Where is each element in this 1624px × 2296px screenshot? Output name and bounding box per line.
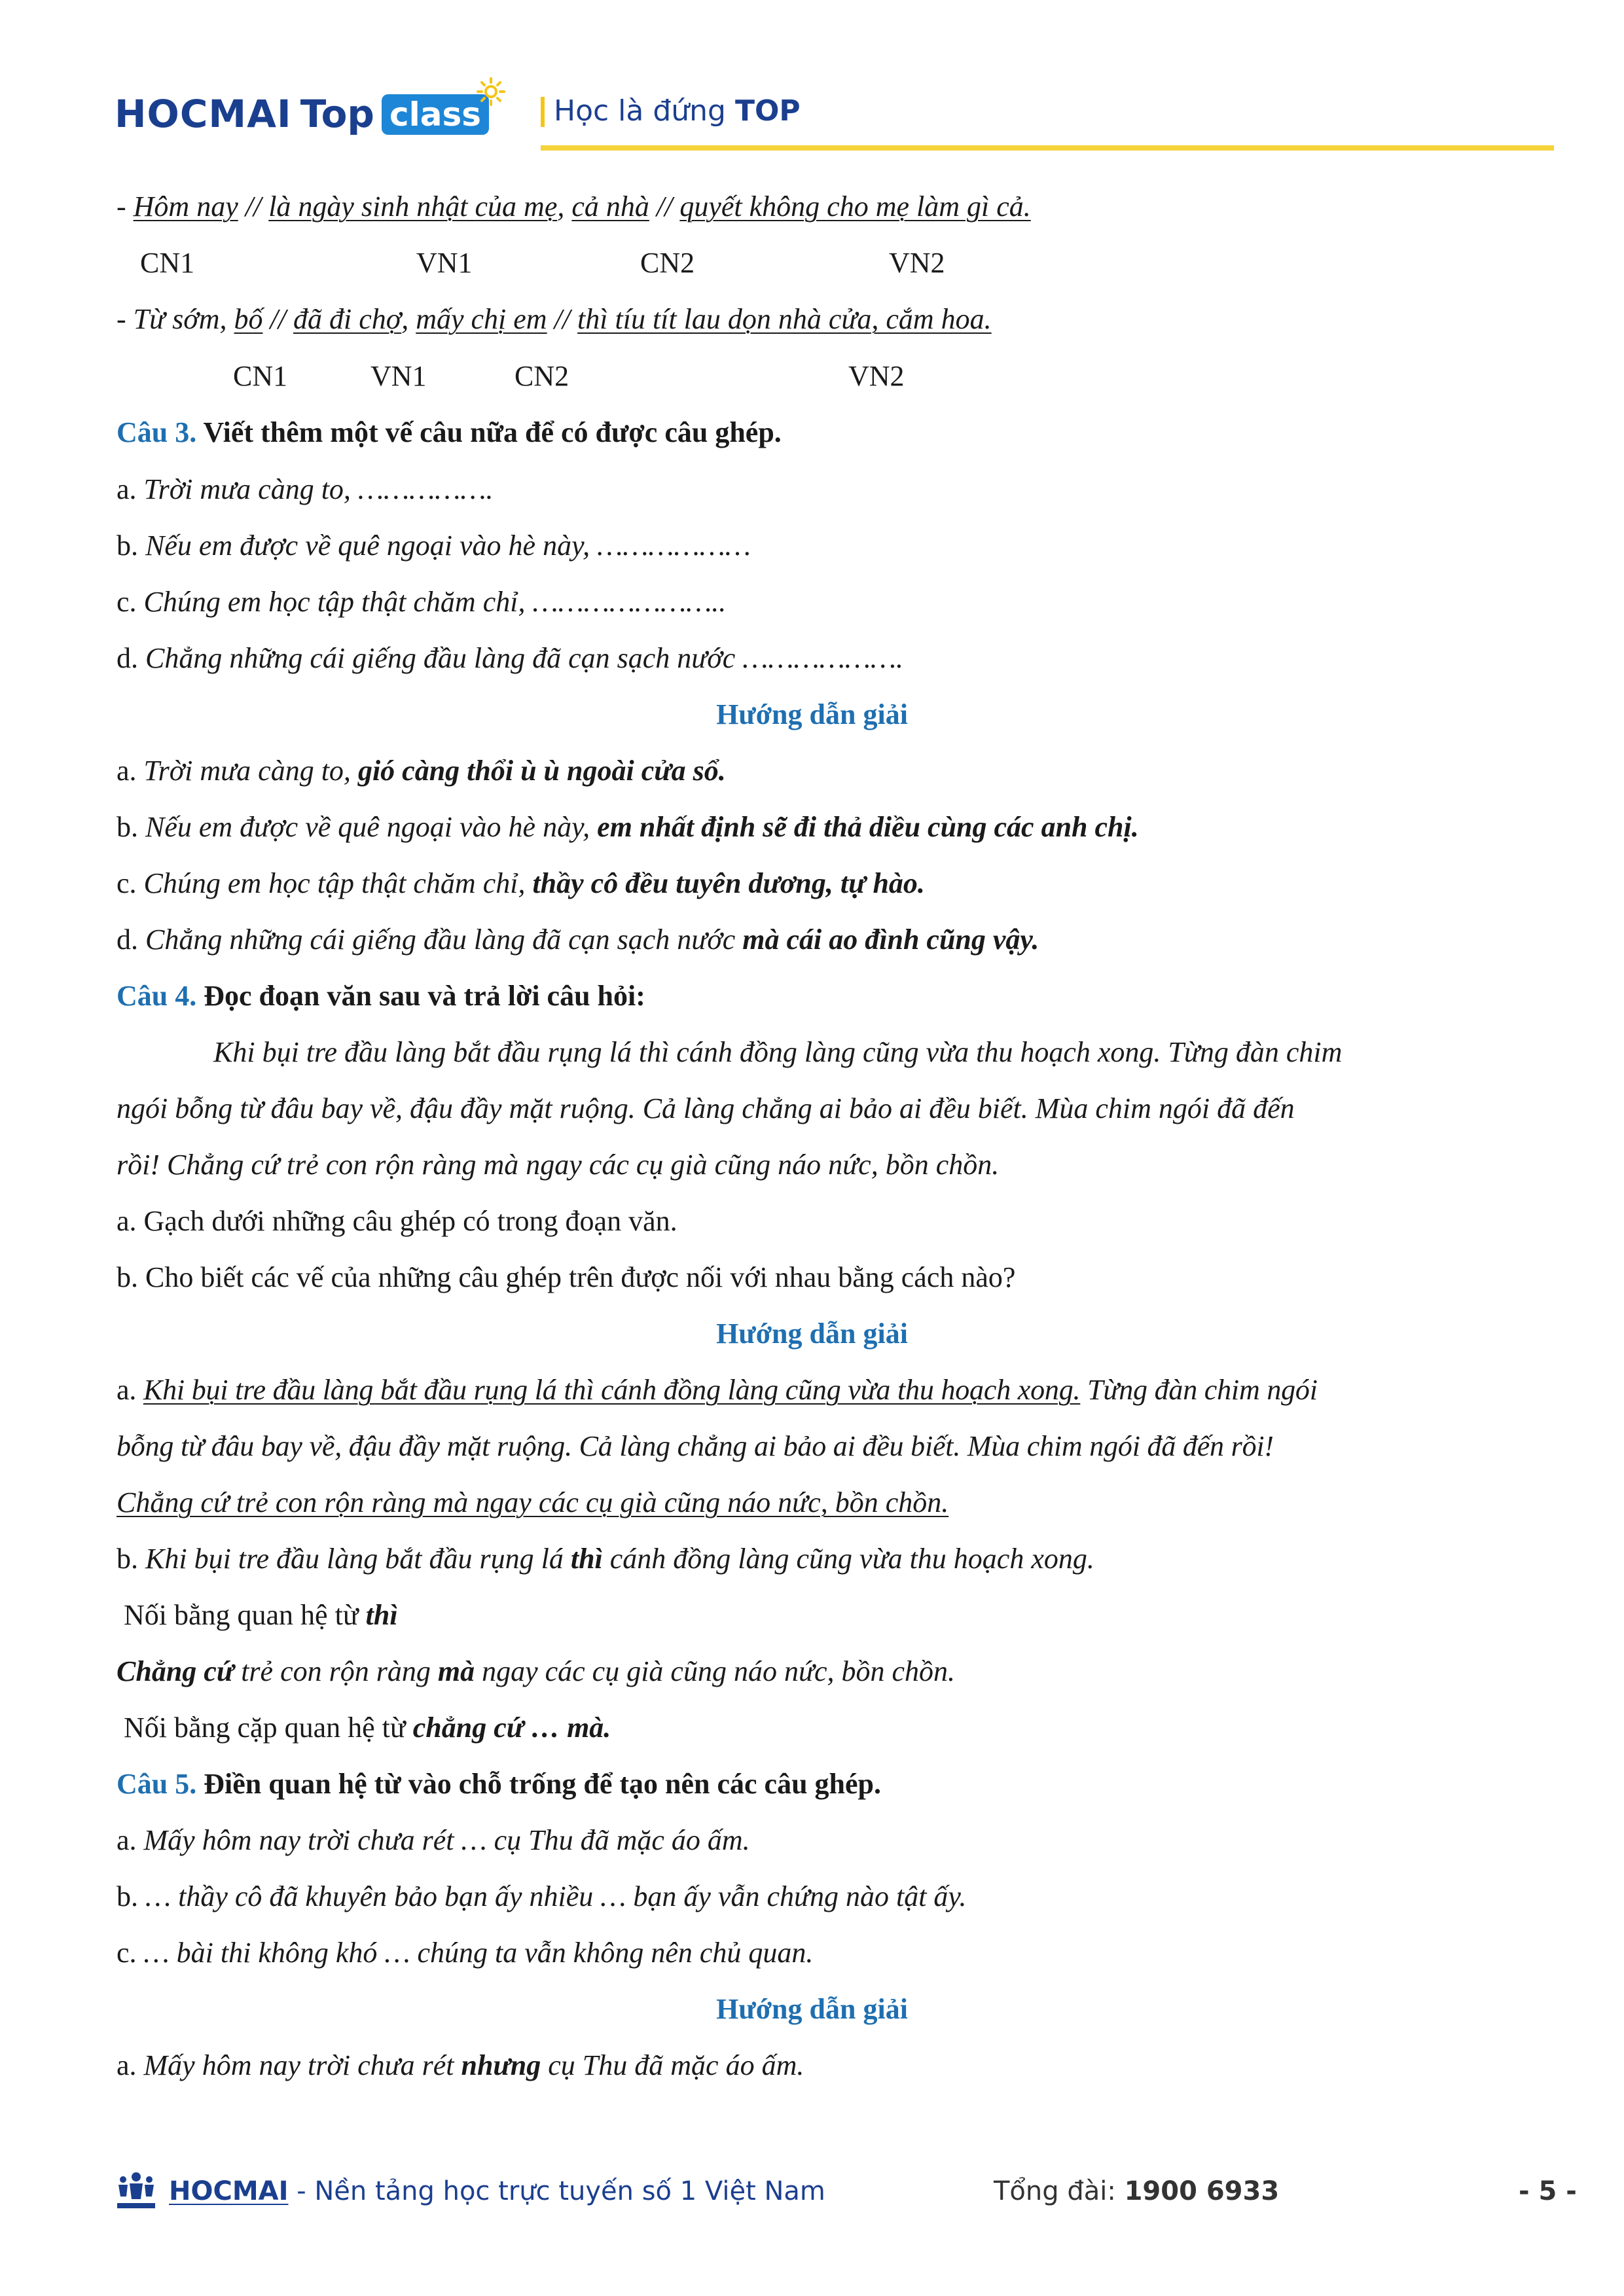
q4-question-a	[117, 1202, 677, 1241]
q4-answer-b-line-1	[117, 1539, 1094, 1579]
q3-answer-b	[117, 808, 1139, 847]
compound-sentence-2: Chẳng cứ trẻ con rộn ràng mà ngay các cụ già cũng náo nức, bồn chồn.	[117, 1486, 949, 1518]
letter: b.	[117, 1543, 145, 1575]
q5-answer-a	[117, 2046, 804, 2085]
letter: d.	[117, 924, 145, 956]
tagline-top: TOP	[734, 94, 801, 128]
note-text: Nối bằng quan hệ từ	[117, 1599, 366, 1631]
compound-sentence-1: Khi bụi tre đầu làng bắt đầu rụng lá thì cánh đồng làng cũng vừa thu hoạch xong.	[143, 1374, 1081, 1406]
letter: a.	[117, 473, 144, 505]
dash: -	[117, 190, 134, 223]
logo-top: Top	[300, 92, 374, 136]
letter: c.	[117, 1937, 144, 1969]
question-text: Cho biết các vế của những câu ghép trên được nối với nhau bằng cách nào?	[145, 1261, 1016, 1293]
connector: mà	[437, 1655, 475, 1687]
tagline-bar	[541, 97, 545, 127]
label-vn2: VN2	[848, 360, 905, 392]
connector: nhưng	[461, 2049, 541, 2081]
item-text: … bài thi không khó … chúng ta vẫn không nên chủ quan.	[143, 1937, 814, 1969]
answer-text: Chẳng những cái giếng đầu làng đã cạn sạch nước	[145, 924, 743, 956]
comma: ,	[557, 190, 572, 223]
letter: a.	[117, 1205, 144, 1237]
header-divider	[541, 145, 1554, 151]
note-text: Nối bằng cặp quan hệ từ	[117, 1712, 413, 1744]
intro-sentence-1	[117, 187, 1031, 226]
separator: //	[547, 303, 578, 335]
answer-text: cụ Thu đã mặc áo ấm.	[541, 2049, 804, 2081]
q3-title: Viết thêm một vế câu nữa để có được câu ghép.	[196, 416, 782, 448]
item-text: Chúng em học tập thật chăm chỉ, …………………..	[143, 586, 727, 618]
answer-text: Trời mưa càng to,	[143, 755, 358, 787]
q5-item-c	[117, 1933, 813, 1973]
label-vn1: VN1	[416, 247, 473, 279]
label-vn1: VN1	[370, 360, 427, 392]
letter: a.	[117, 755, 144, 787]
label-cn2: CN2	[640, 247, 695, 279]
answer-bold: thầy cô đều tuyên dương, tự hào.	[532, 867, 925, 899]
footer-slogan: - Nền tảng học trực tuyến số 1 Việt Nam	[288, 2176, 825, 2206]
letter: b.	[117, 529, 145, 562]
footer-hotline	[994, 2173, 1279, 2210]
q3-heading	[117, 413, 782, 452]
answer-text: Từng đàn chim ngói	[1080, 1374, 1318, 1406]
subject-2: cả nhà	[571, 190, 649, 223]
q3-answer-c	[117, 864, 925, 903]
item-text: … thầy cô đã khuyên bảo bạn ấy nhiều … bạn ấy vẫn chứng nào tật ấy.	[145, 1880, 967, 1912]
separator: //	[238, 190, 269, 223]
q3-guide-heading: Hướng dẫn giải	[716, 698, 908, 730]
label-vn2: VN2	[889, 247, 945, 279]
q4-paragraph-line-2: ngói bỗng từ đâu bay về, đậu đầy mặt ruộng. Cả làng chẳng ai bảo ai đều biết. Mùa chim ngói đã đến	[117, 1092, 1295, 1124]
letter: c.	[117, 867, 144, 899]
answer-bold: gió càng thổi ù ù ngoài cửa sổ.	[357, 755, 726, 787]
hotline-number[interactable]: 1900 6933	[1124, 2176, 1280, 2206]
connector: Chẳng cứ	[117, 1655, 234, 1687]
q4-answer-a-line-1	[117, 1371, 1318, 1410]
q3-answer-a	[117, 751, 726, 791]
q4-answer-b-note-2	[117, 1708, 611, 1749]
letter: b.	[117, 1261, 145, 1293]
q4-guide-heading: Hướng dẫn giải	[716, 1318, 908, 1350]
q3-item-c	[117, 583, 726, 622]
item-text: Chẳng những cái giếng đầu làng đã cạn sạch nước ……………….	[145, 642, 904, 674]
header	[0, 0, 1624, 157]
q4-paragraph-line-3: rồi! Chẳng cứ trẻ con rộn ràng mà ngay các cụ già cũng náo nức, bồn chồn.	[117, 1149, 1000, 1181]
answer-bold: em nhất định sẽ đi thả diều cùng các anh chị.	[597, 811, 1139, 843]
answer-text: Mấy hôm nay trời chưa rét	[143, 2049, 461, 2081]
q5-guide-heading: Hướng dẫn giải	[716, 1993, 908, 2025]
answer-text: Nếu em được về quê ngoại vào hè này,	[145, 811, 598, 843]
q4-label: Câu 4.	[117, 980, 197, 1012]
q4-answer-b-line-2	[117, 1652, 955, 1691]
footer-brand[interactable]: HOCMAI	[169, 2176, 289, 2206]
label-cn1: CN1	[140, 247, 195, 279]
page-number: - 5 -	[1519, 2176, 1577, 2206]
comma: ,	[401, 303, 416, 335]
predicate-1: là ngày sinh nhật của mẹ	[268, 190, 558, 223]
hotline-label: Tổng đài:	[994, 2176, 1125, 2206]
q4-answer-b-note-1	[117, 1596, 398, 1637]
subject-2: mấy chị em	[416, 303, 547, 335]
question-text: Gạch dưới những câu ghép có trong đoạn văn.	[143, 1205, 677, 1237]
item-text: Trời mưa càng to, …………….	[143, 473, 494, 505]
tagline-text: Học là đứng	[554, 94, 735, 128]
connector: chẳng cứ … mà.	[412, 1712, 611, 1744]
answer-text: Khi bụi tre đầu làng bắt đầu rụng lá	[145, 1543, 571, 1575]
predicate-1: đã đi chợ	[293, 303, 402, 335]
subject-1: Hôm nay	[133, 190, 238, 223]
answer-text: ngay các cụ già cũng náo nức, bồn chồn.	[475, 1655, 956, 1687]
q5-item-b	[117, 1877, 967, 1916]
item-text: Nếu em được về quê ngoại vào hè này, ………………	[145, 529, 751, 562]
letter: b.	[117, 811, 145, 843]
prefix: - Từ sớm,	[117, 303, 234, 335]
q4-paragraph-line-1: Khi bụi tre đầu làng bắt đầu rụng lá thì cánh đồng làng cũng vừa thu hoạch xong. Từng đàn chim	[213, 1036, 1343, 1068]
answer-text: cánh đồng làng cũng vừa thu hoạch xong.	[602, 1543, 1094, 1575]
letter: d.	[117, 642, 145, 674]
logo	[115, 92, 489, 137]
q3-item-a	[117, 470, 494, 509]
tagline	[554, 92, 801, 131]
letter: a.	[117, 2049, 144, 2081]
q4-heading	[117, 977, 645, 1016]
label-cn2: CN2	[514, 360, 569, 392]
logo-class: class	[382, 94, 489, 135]
q3-item-b	[117, 526, 751, 565]
letter: c.	[117, 586, 144, 618]
letter: a.	[117, 1374, 143, 1406]
intro-sentence-2	[117, 300, 992, 339]
q4-answer-a-line-2: bỗng từ đâu bay về, đậu đầy mặt ruộng. Cả làng chẳng ai bảo ai đều biết. Mùa chim ngói đã đến rồi!	[117, 1430, 1274, 1462]
predicate-2: quyết không cho mẹ làm gì cả.	[679, 190, 1031, 223]
separator: //	[649, 190, 680, 223]
hocmai-logo-icon	[115, 2170, 158, 2211]
logo-hocmai: HOCMAI	[115, 92, 292, 136]
letter: b.	[117, 1880, 145, 1912]
sun-icon	[477, 77, 505, 106]
footer-left	[169, 2173, 825, 2210]
footer	[0, 2166, 1624, 2225]
subject-1: bố	[234, 303, 263, 335]
q5-title: Điền quan hệ từ vào chỗ trống để tạo nên các câu ghép.	[196, 1768, 882, 1800]
item-text: Mấy hôm nay trời chưa rét … cụ Thu đã mặc áo ấm.	[143, 1824, 750, 1856]
label-cn1: CN1	[233, 360, 288, 392]
q4-title: Đọc đoạn văn sau và trả lời câu hỏi:	[196, 980, 645, 1012]
connector: thì	[365, 1599, 398, 1631]
q3-item-d	[117, 639, 903, 678]
q5-item-a	[117, 1821, 750, 1860]
q3-answer-d	[117, 920, 1039, 960]
separator: //	[262, 303, 293, 335]
answer-bold: mà cái ao đình cũng vậy.	[742, 924, 1039, 956]
q3-label: Câu 3.	[117, 416, 197, 448]
q5-heading	[117, 1765, 881, 1804]
answer-text: trẻ con rộn ràng	[234, 1655, 438, 1687]
q5-label: Câu 5.	[117, 1768, 197, 1800]
predicate-2: thì tíu tít lau dọn nhà cửa, cắm hoa.	[577, 303, 992, 335]
q4-question-b	[117, 1258, 1015, 1297]
letter: a.	[117, 1824, 144, 1856]
connector: thì	[570, 1543, 603, 1575]
answer-text: Chúng em học tập thật chăm chỉ,	[143, 867, 533, 899]
